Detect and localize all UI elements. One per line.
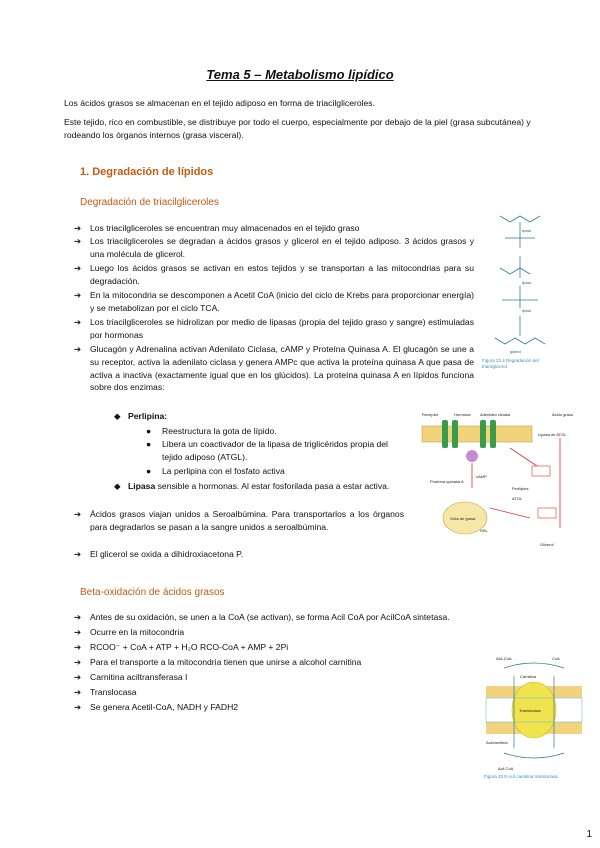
arrow-icon: ➔	[74, 549, 82, 559]
diagram-label: Gota de grasa	[450, 516, 476, 521]
arrow-icon: ➔	[74, 290, 82, 300]
arrow-icon: ➔	[74, 223, 82, 233]
list-item: ➔ Los triacilgliceroles se encuentran muy almacenados en el tejido graso	[74, 223, 360, 233]
list-item: ● Libera un coactivador de la lipasa de triglicéridos propia del tejido adiposo (ATGL).	[146, 439, 388, 462]
arrow-icon: ➔	[74, 687, 82, 697]
list-item: ➔ Carnitina aciltransferasa I	[74, 672, 188, 682]
list-item: ➔ Translocasa	[74, 687, 137, 697]
intro-paragraph-2: Este tejido, rico en combustible, se distribuye por todo el cuerpo, especialmente por debajo de la piel (grasa subcutánea) y rodeando los órganos internos (grasa visceral).	[64, 117, 531, 140]
diagram-label: Receptor	[422, 412, 439, 417]
svg-text:lipasa: lipasa	[522, 309, 532, 313]
diagram-label: Carnitina	[520, 674, 537, 679]
diagram-label: Translocasa	[519, 708, 541, 713]
carnitine-translocase-diagram	[484, 648, 584, 818]
intro-paragraph-1: Los ácidos grasos se almacenan en el tejido adiposo en forma de triacilgliceroles.	[64, 98, 375, 108]
diagram-label: Lipasa de ATGL	[538, 432, 567, 437]
diagram-label: HSL	[480, 528, 488, 533]
diagram-label: Perilipina	[512, 486, 529, 491]
bullet-icon: ●	[146, 439, 152, 449]
hormone-lipolysis-diagram	[420, 408, 585, 553]
diagram-label: Hormona	[454, 412, 471, 417]
arrow-icon: ➔	[74, 642, 82, 652]
diagram-label: Adenilato ciclasa	[480, 412, 511, 417]
page-title: Tema 5 – Metabolismo lipídico	[206, 67, 394, 82]
perlipina-item: ◆ Perlipina:	[114, 411, 168, 421]
list-item: ➔ Los triacilgliceroles se degradan a ácidos grasos y glicerol en el tejido adiposo. 3 ácidos grasos y una molécula de glicerol.	[74, 236, 474, 259]
list-item: ➔ RCOO⁻ + CoA + ATP + H₂O RCO-CoA + AMP + 2Pi	[74, 642, 289, 652]
subsection-heading-beta-oxidacion: Beta-oxidación de ácidos grasos	[80, 587, 225, 598]
diamond-icon: ◆	[114, 411, 121, 421]
figure-caption: Figura 22.4 Degradación del triacilglicerol.	[482, 358, 539, 369]
list-item: ➔ Glucagón y Adrenalina activan Adenilato Ciclasa, cAMP y Proteína Quinasa A. El glucagón se une a su receptor, activa la adenilato ciclasa y genera AMPc que activa la proteína quinasa A que pasa de activa a inactiva (exactamente igual que en los glúcidos). La proteína quinasa A en lípidos funciona sobre dos enzimas:	[74, 344, 474, 393]
diagram-label: cAMP	[476, 474, 487, 479]
diagram-label: Glicerol	[540, 542, 554, 547]
triacylglycerol-degradation-figure	[480, 208, 560, 408]
list-item: ➔ Se genera Acetil-CoA, NADH y FADH2	[74, 702, 239, 712]
arrow-icon: ➔	[74, 317, 82, 327]
list-item: ● La perlipina con el fosfato activa	[146, 466, 285, 476]
arrow-icon: ➔	[74, 236, 82, 246]
diagram-label: Ácido graso	[552, 412, 574, 417]
arrow-icon: ➔	[74, 627, 82, 637]
diagram-label: Proteína quinasa A	[430, 479, 464, 484]
arrow-icon: ➔	[74, 612, 82, 622]
diagram-label: ATGL	[512, 496, 523, 501]
diagram-label: Acil CoA	[498, 766, 514, 771]
subsection-heading-triacilgliceroles: Degradación de triacilgliceroles	[80, 197, 219, 208]
section-heading-degradacion: 1. Degradación de lípidos	[80, 166, 214, 178]
list-item: ➔ Para el transporte a la mitocondria tienen que unirse a alcohol carnitina	[74, 657, 362, 667]
page-number: 1	[586, 829, 592, 840]
list-item: ➔ Ocurre en la mitocondria	[74, 627, 185, 637]
list-item: ➔ Antes de su oxidación, se unen a la CoA (se activan), se forma Acil CoA por AcilCoA sintetasa.	[74, 612, 450, 622]
diagram-label: Acil-CoA	[496, 656, 512, 661]
list-item: ➔ Luego los ácidos grasos se activan en estos tejidos y se transportan a las mitocondrias para su degradación.	[74, 263, 474, 286]
arrow-icon: ➔	[74, 263, 82, 273]
diagram-label: CoA	[552, 656, 560, 661]
bullet-icon: ●	[146, 426, 152, 436]
arrow-icon: ➔	[74, 509, 82, 519]
list-item: ➔ El glicerol se oxida a dihidroxiacetona P.	[74, 549, 244, 559]
diagram-label: Acilcarnitina	[486, 740, 508, 745]
bullet-icon: ●	[146, 466, 152, 476]
figure-caption: Figura 22.9 Acil carnitina translocasa.	[484, 774, 559, 779]
list-item: ➔ Los triacilgliceroles se hidrolizan por medio de lipasas (propia del tejido graso y sangre) estimuladas por hormonas	[74, 317, 474, 340]
list-item: ➔ En la mitocondria se descomponen a Acetil CoA (inicio del ciclo de Krebs para proporcionar energía) y se metabolizan por el ciclo TCA.	[74, 290, 474, 313]
svg-text:lipasa: lipasa	[522, 281, 532, 285]
list-item: ➔ Ácidos grasos viajan unidos a Seroalbúmina. Para transportarlos a los órganos para degradarlos se pasan a la sangre unidos a seroalbúmina.	[74, 509, 404, 532]
arrow-icon: ➔	[74, 702, 82, 712]
svg-text:glicerol: glicerol	[510, 350, 522, 354]
svg-text:lipasa: lipasa	[522, 229, 532, 233]
diamond-icon: ◆	[114, 481, 121, 491]
lipasa-item: ◆ Lipasa sensible a hormonas. Al estar fosforilada pasa a estar activa.	[114, 481, 390, 491]
list-item: ● Reestructura la gota de lípido.	[146, 426, 277, 436]
arrow-icon: ➔	[74, 657, 82, 667]
arrow-icon: ➔	[74, 344, 82, 354]
arrow-icon: ➔	[74, 672, 82, 682]
